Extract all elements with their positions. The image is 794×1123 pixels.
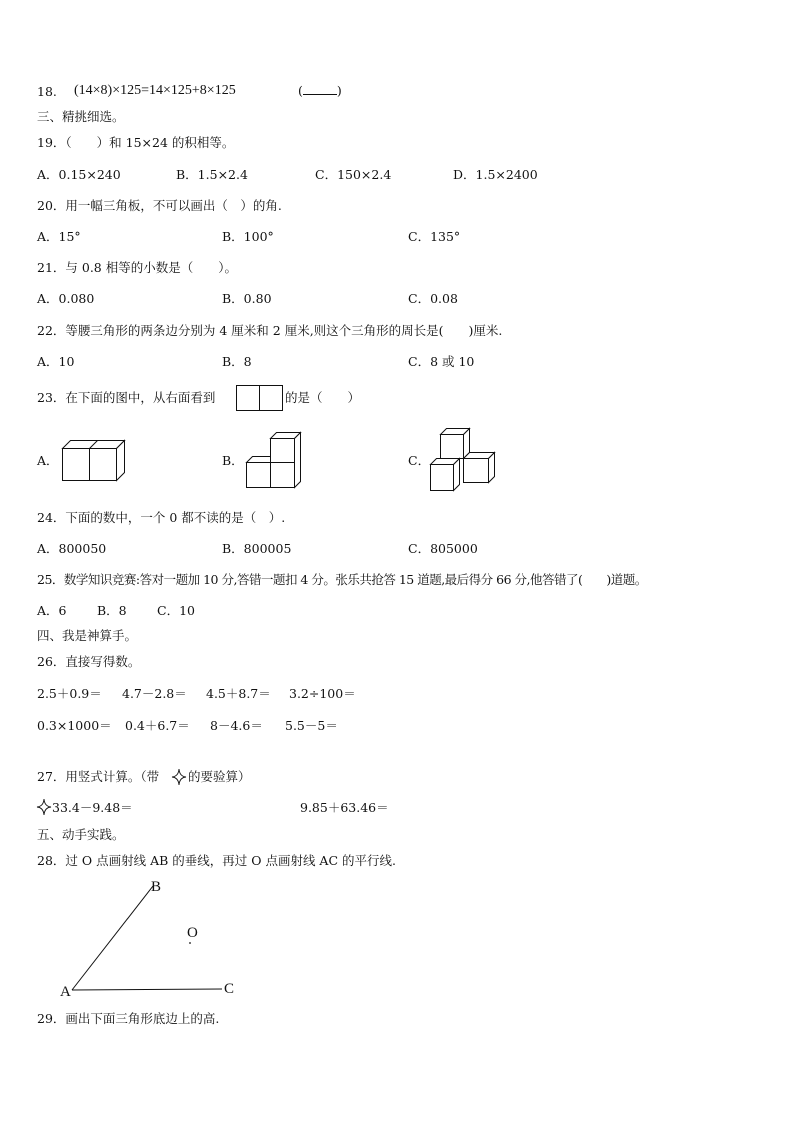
q18-blank-line: [303, 84, 337, 95]
q20-option-c[interactable]: C．135°: [408, 229, 461, 244]
q21-option-b[interactable]: B．0.80: [222, 291, 272, 306]
q27-item1: 33.4－9.48＝: [52, 800, 133, 815]
q21-option-a[interactable]: A．0.080: [37, 291, 95, 306]
q27-stem-after: 的要验算）: [188, 769, 251, 784]
q18-expression: (14×8)×125=14×125+8×125: [74, 83, 236, 98]
q24-stem: 24．下面的数中，一个 0 都不读的是（ ）.: [37, 510, 286, 525]
q21-stem: 21．与 0.8 相等的小数是（ ）。: [37, 260, 237, 275]
q22-option-a[interactable]: A．10: [37, 354, 75, 369]
section-4-title: 四、我是神算手。: [37, 628, 138, 643]
q25-option-a[interactable]: A．6: [37, 603, 67, 618]
q25-stem: 25．数学知识竞赛:答对一题加 10 分,答错一题扣 4 分。张乐共抢答 15 道题,最后得分 66 分,他答错了( )道题。: [37, 572, 647, 587]
q24-option-c[interactable]: C．805000: [408, 541, 478, 556]
q26-r2-item3: 8－4.6＝: [210, 718, 263, 733]
q23-right-view-figure: [236, 385, 284, 411]
q23-cube-figure-b: [246, 432, 304, 490]
q26-r1-item2: 4.7－2.8＝: [122, 686, 187, 701]
q29-stem: 29．画出下面三角形底边上的高.: [37, 1011, 220, 1026]
point-a-label: A: [60, 984, 71, 1000]
q23-stem-after: 的是（ ）: [285, 390, 361, 405]
q23-option-b[interactable]: B．: [222, 453, 244, 468]
q22-stem: 22．等腰三角形的两条边分别为 4 厘米和 2 厘米,则这个三角形的周长是( )厘米.: [37, 323, 503, 338]
q18-answer-blank[interactable]: [298, 83, 342, 99]
q19-stem: 19．（ ）和 15×24 的积相等。: [37, 135, 235, 150]
q19-option-c[interactable]: C．150×2.4: [315, 167, 392, 182]
q28-stem: 28．过 O 点画射线 AB 的垂线，再过 O 点画射线 AC 的平行线.: [37, 853, 396, 868]
section-3-title: 三、精挑细选。: [37, 109, 125, 124]
q23-option-c[interactable]: C．: [408, 453, 431, 468]
q24-option-a[interactable]: A．800050: [37, 541, 107, 556]
q26-stem: 26．直接写得数。: [37, 654, 141, 669]
q19-option-d[interactable]: D．1.5×2400: [453, 167, 538, 182]
q19-option-b[interactable]: B．1.5×2.4: [176, 167, 248, 182]
section-5-title: 五、动手实践。: [37, 827, 125, 842]
q27-item2: 9.85＋63.46＝: [300, 800, 389, 815]
point-c-label: C: [224, 981, 235, 997]
q20-option-a[interactable]: A．15°: [37, 229, 81, 244]
q18-open-paren: (: [298, 83, 303, 98]
q18-close-paren: ): [336, 83, 342, 98]
q19-option-a[interactable]: A．0.15×240: [37, 167, 121, 182]
q21-option-c[interactable]: C．0.08: [408, 291, 458, 306]
q18-number: 18.: [37, 84, 57, 99]
star-mark-icon: [37, 799, 51, 815]
point-o-label: O: [187, 925, 198, 941]
q23-cube-figure-a: [62, 440, 126, 482]
q20-option-b[interactable]: B．100°: [222, 229, 274, 244]
q26-r2-item2: 0.4＋6.7＝: [125, 718, 190, 733]
q25-option-b[interactable]: B．8: [97, 603, 127, 618]
point-b-label: B: [151, 879, 162, 895]
q27-stem-before: 27．用竖式计算。（带: [37, 769, 160, 784]
q23-option-a[interactable]: A．: [37, 453, 59, 468]
q23-cube-figure-c: [430, 428, 496, 492]
q22-option-b[interactable]: B．8: [222, 354, 252, 369]
q25-option-c[interactable]: C．10: [157, 603, 195, 618]
q26-r2-item4: 5.5－5＝: [285, 718, 338, 733]
star-mark-icon: [172, 769, 186, 785]
q23-stem-before: 23．在下面的图中，从右面看到: [37, 390, 216, 405]
q20-stem: 20．用一幅三角板，不可以画出（ ）的角.: [37, 198, 282, 213]
q22-option-c[interactable]: C．8 或 10: [408, 354, 475, 369]
q26-r1-item4: 3.2÷100＝: [289, 686, 356, 701]
q26-r2-item1: 0.3×1000＝: [37, 718, 112, 733]
q26-r1-item3: 4.5＋8.7＝: [206, 686, 271, 701]
q26-r1-item1: 2.5＋0.9＝: [37, 686, 102, 701]
q24-option-b[interactable]: B．800005: [222, 541, 292, 556]
